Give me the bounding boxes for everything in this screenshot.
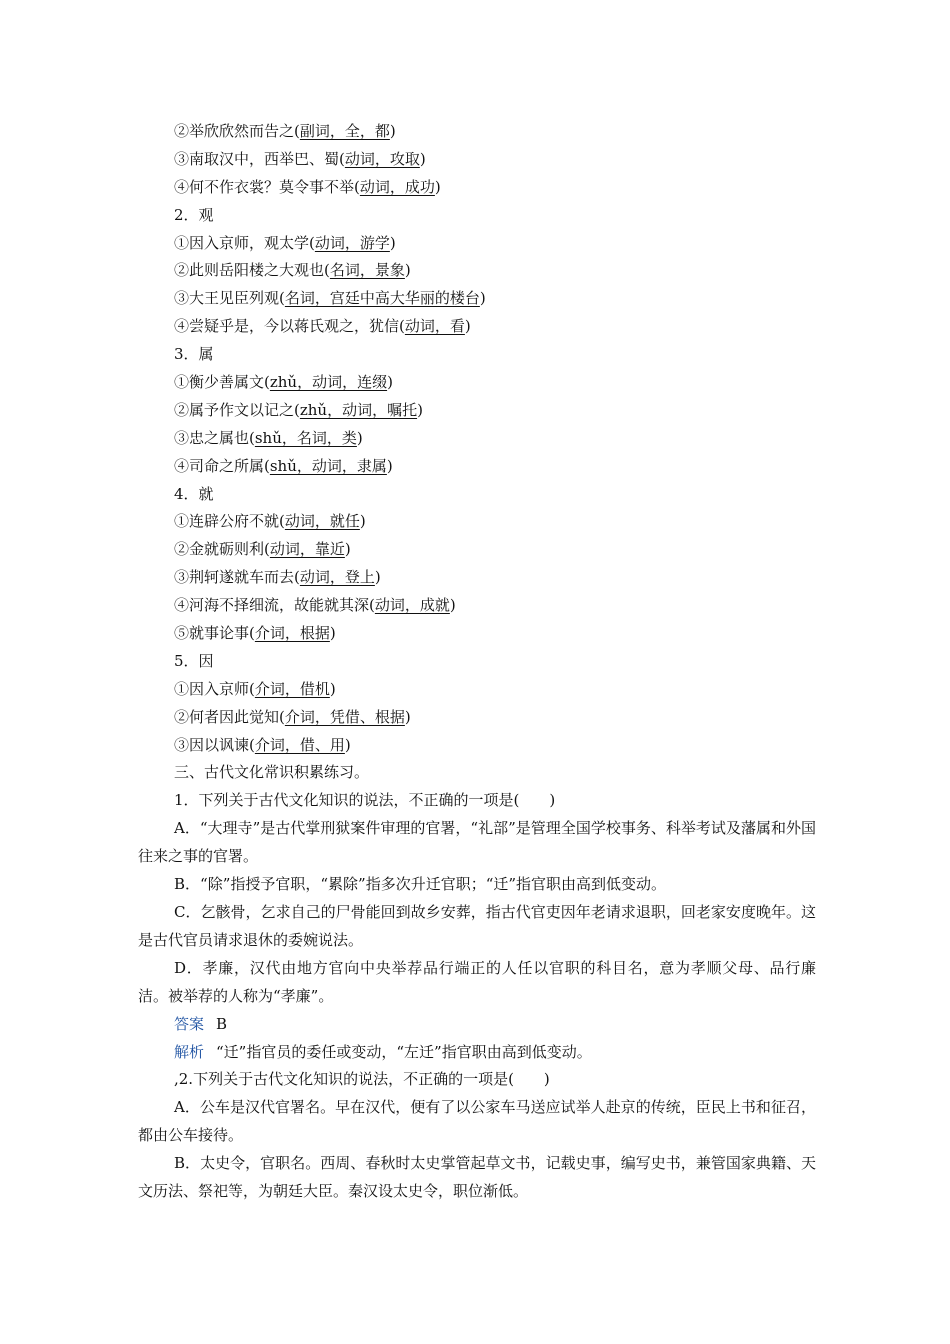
word-meaning: 副词，全，都 [299,122,390,140]
example-sentence: ②举欣欣然而告之( [174,122,300,140]
example-sentence: ③荆轲遂就车而去( [174,568,300,587]
vocab-item [0,118,950,146]
word-meaning: 动词，看 [404,317,465,336]
answer-label: 答案 [174,1014,205,1033]
close-paren: ) [479,289,486,308]
word-meaning: 动词，就任 [284,512,360,531]
word-meaning: 动词，游学 [314,233,390,252]
example-sentence: ⑤就事论事( [174,624,255,643]
word-meaning: 名词，宫廷中高大华丽的楼台 [284,289,480,308]
close-paren: ) [356,428,363,447]
vocab-item [0,146,950,174]
question-stem: 1．下列关于古代文化知识的说法，不正确的一项是( ) [174,791,556,810]
option-d: D．孝廉，汉代由地方官向中央举荐品行端正的人任以官职的科目名，意为孝顺父母、品行廉洁。被举荐的人称为“孝廉”。 [138,958,816,1005]
vocab-item [0,732,950,760]
vocab-item [0,230,950,258]
analysis-line [0,1039,950,1067]
vocab-group-jiu [0,481,950,648]
close-paren: ) [329,624,336,643]
vocab-heading: 3．属 [174,345,214,364]
vocab-item [0,592,950,620]
example-sentence: ③因以讽谏( [174,735,255,754]
analysis-label: 解析 [174,1042,205,1061]
example-sentence: ④河海不择细流，故能就其深( [174,596,375,615]
vocab-item [0,704,950,732]
vocab-item [0,676,950,704]
example-sentence: ④何不作衣裳？莫令事不举( [174,177,360,196]
example-sentence: ①因入京师，观太学( [174,233,315,252]
word-meaning: 动词，成功 [359,177,435,196]
example-sentence: ①衡少善属文( [174,373,270,392]
close-paren: ) [359,512,366,531]
example-sentence: ①因入京师( [174,679,255,698]
word-meaning: 介词，借、用 [254,735,345,754]
option-b: B．太史令，官职名。西周、春秋时太史掌管起草文书，记载史事，编写史书，兼管国家典籍、天文历法、祭祀等，为朝廷大臣。秦汉设太史令，职位渐低。 [138,1154,816,1200]
vocab-item [0,508,950,536]
close-paren: ) [404,261,411,280]
example-sentence: ②此则岳阳楼之大观也( [174,261,330,280]
close-paren: ) [404,707,411,726]
question-2 [0,1066,950,1206]
close-paren: ) [329,679,336,698]
question-stem: ,2.下列关于古代文化知识的说法，不正确的一项是( ) [174,1070,550,1089]
word-meaning: 动词，登上 [299,568,375,587]
word-meaning: 名词，景象 [329,261,405,280]
close-paren: ) [417,400,423,419]
close-paren: ) [389,233,396,252]
close-paren: ) [419,149,426,168]
example-sentence: ③南取汉中，西举巴、蜀( [174,149,345,168]
word-meaning: 动词，成就 [374,596,450,615]
question-1 [0,787,950,1066]
option-b: B．“除”指授予官职，“累除”指多次升迁官职；“迁”指官职由高到低变动。 [174,875,667,894]
vocab-item [0,285,950,313]
close-paren: ) [434,177,441,196]
vocab-item [0,397,950,425]
answer-line [0,1011,950,1039]
vocab-group-shu [0,341,950,480]
word-meaning: 介词，根据 [254,624,330,643]
word-meaning: shǔ，名词，类 [254,428,357,447]
example-sentence: ①连辟公府不就( [174,512,285,531]
vocab-item [0,620,950,648]
vocab-item [0,369,950,397]
example-sentence: ③大王见臣列观( [174,289,285,308]
word-meaning: 动词，靠近 [269,540,345,559]
example-sentence: ②属予作文以记之( [174,400,300,419]
vocab-item [0,453,950,481]
option-a: A．公车是汉代官署名。早在汉代，便有了以公家车马送应试举人赴京的传统，臣民上书和征召，都由公车接待。 [138,1098,816,1145]
document-page [0,118,950,1206]
vocab-item [0,564,950,592]
example-sentence: ④尝疑乎是，今以蒋氏观之，犹信( [174,317,405,336]
vocab-group-ju [0,118,950,202]
analysis-text: “迁”指官员的委任或变动，“左迁”指官职由高到低变动。 [216,1042,592,1061]
close-paren: ) [389,122,396,140]
option-a: A．“大理寺”是古代掌刑狱案件审理的官署，“礼部”是管理全国学校事务、科举考试及藩属和外国往来之事的官署。 [138,819,816,866]
close-paren: ) [374,568,381,587]
option-c: C．乞骸骨，乞求自己的尸骨能回到故乡安葬，指古代官吏因年老请求退职，回老家安度晚年。这是古代官员请求退休的委婉说法。 [138,902,816,949]
vocab-heading: 5．因 [174,651,214,670]
example-sentence: ②何者因此觉知( [174,707,285,726]
word-meaning: zhǔ，动词，嘱托 [299,400,418,419]
word-meaning: 介词，凭借、根据 [284,707,405,726]
vocab-item [0,536,950,564]
word-meaning: 介词，借机 [254,679,330,698]
section-heading: 三、古代文化常识积累练习。 [174,763,370,782]
vocab-group-yin [0,648,950,760]
close-paren: ) [386,456,393,475]
close-paren: ) [387,373,393,392]
word-meaning: shǔ，动词，隶属 [269,456,387,475]
example-sentence: ②金就砺则利( [174,540,270,559]
vocab-item [0,257,950,285]
close-paren: ) [464,317,471,336]
word-meaning: zhǔ，动词，连缀 [269,373,388,392]
close-paren: ) [344,540,351,559]
word-meaning: 动词，攻取 [344,149,420,168]
vocab-item [0,174,950,202]
example-sentence: ④司命之所属( [174,456,270,475]
vocab-heading: 4．就 [174,484,214,503]
vocab-heading: 2．观 [174,205,214,224]
vocab-group-guan [0,202,950,341]
close-paren: ) [344,735,351,754]
vocab-item [0,313,950,341]
vocab-item [0,425,950,453]
close-paren: ) [449,596,456,615]
answer-value: B [216,1014,228,1033]
culture-section [0,759,950,1205]
example-sentence: ③忠之属也( [174,428,255,447]
